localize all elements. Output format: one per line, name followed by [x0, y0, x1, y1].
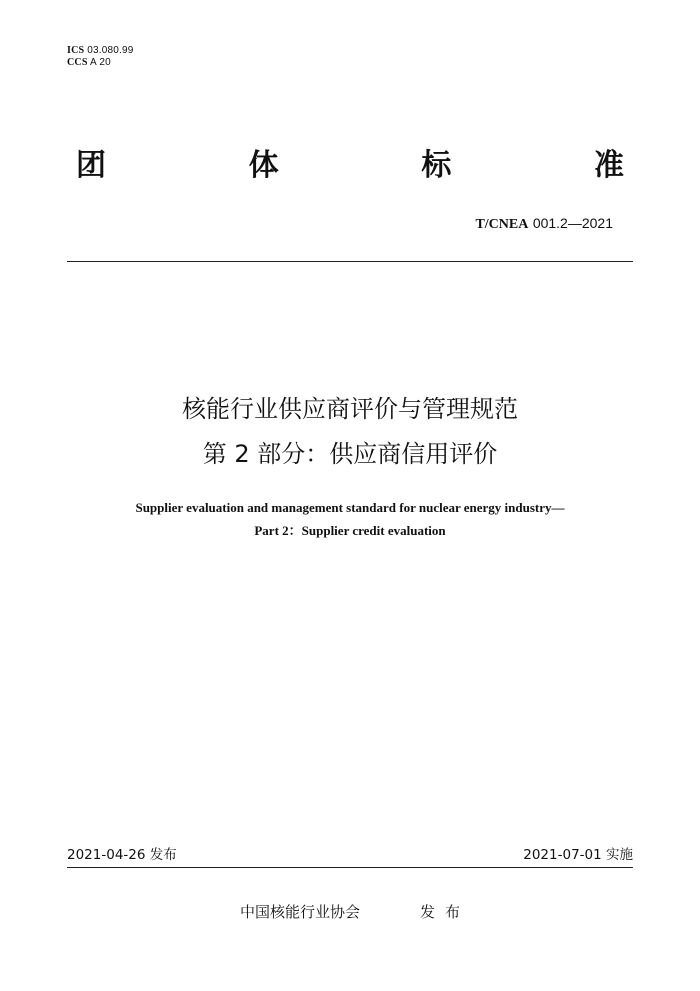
issue-date: 2021-04-26 发布 — [67, 847, 177, 863]
title-char: 准 — [593, 148, 624, 183]
ccs-code: A 20 — [90, 57, 111, 68]
ics-code: 03.080.99 — [87, 45, 134, 56]
ics-classification — [67, 45, 134, 57]
ics-label: ICS — [67, 45, 85, 56]
en-title-line-1: Supplier evaluation and management standard for nuclear energy industry— — [135, 500, 565, 515]
ccs-classification — [67, 57, 111, 69]
cn-title-line-1: 核能行业供应商评价与管理规范 — [182, 395, 518, 423]
title-char: 团 — [76, 148, 106, 183]
top-divider — [67, 261, 633, 262]
standard-code: T/CNEA — [475, 217, 529, 232]
cn-title-line-2: 第 2 部分：供应商信用评价 — [202, 440, 498, 468]
title-char: 标 — [421, 148, 452, 183]
publisher-name: 中国核能行业协会 — [240, 903, 361, 921]
publish-label: 发布 — [420, 903, 471, 921]
en-title-line-2: Part 2：Supplier credit evaluation — [254, 523, 446, 538]
document-type-title — [76, 146, 624, 186]
title-char: 体 — [248, 148, 279, 183]
ccs-label: CCS — [67, 57, 88, 68]
bottom-divider — [67, 867, 633, 868]
standard-number — [475, 214, 613, 234]
standard-number-value: 001.2—2021 — [532, 215, 613, 231]
implementation-date: 2021-07-01 实施 — [523, 847, 633, 863]
